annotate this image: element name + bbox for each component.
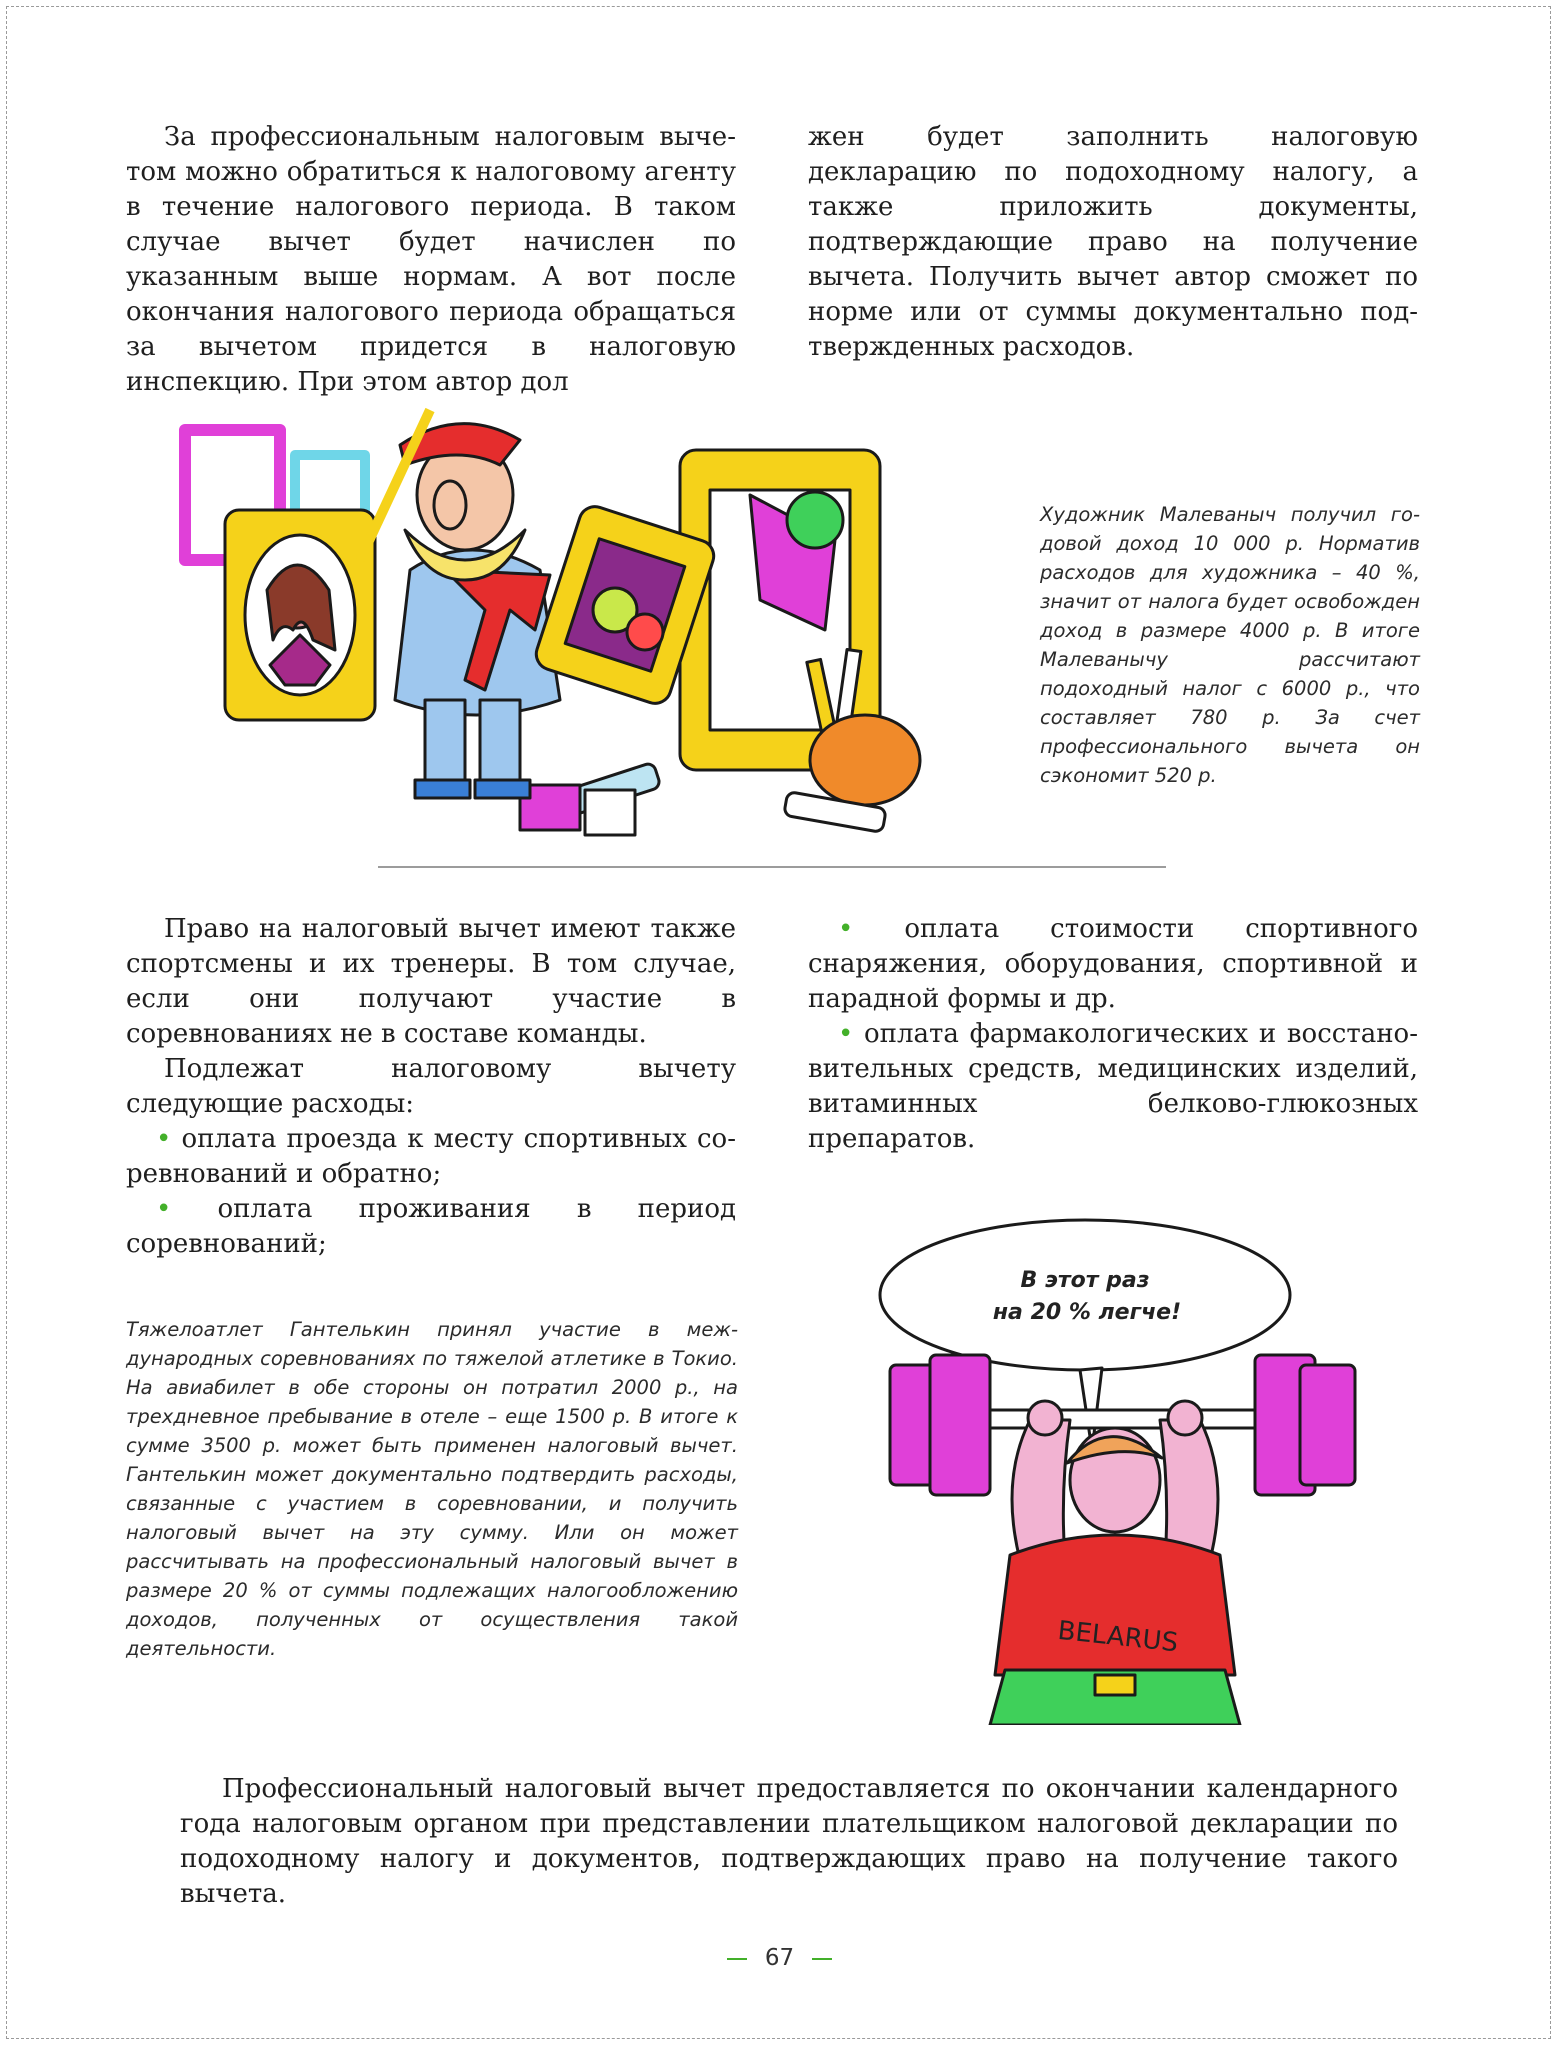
section-divider — [378, 866, 1166, 868]
top-paragraph-left: За профессиональным налоговым вычетом можно обратиться к налоговому агенту в течение налогового периода. В таком случае вычет будет начислен по указанным выше нормам. А вот после окончания налогового периода обращаться за вычетом придется в налоговую инспекцию. При этом автор дол — [126, 122, 736, 397]
artist-illustration — [175, 400, 955, 845]
page-number-footer — [0, 1945, 1559, 1971]
weightlifter-caption-text: Тяжелоатлет Гантелькин принял участие в международных соревнованиях по тяжелой атлетике в Токио. На авиабилет в обе стороны он потратил 2000 р., на трехдневное пребывание в отеле – еще 1500 р. В итоге к сумме 3500 р. может быть применен налоговый вычет. Гантелькин может документально подтвердить расходы, связанные с участием в соревновании, и получить налоговый вычет на эту сумму. Или он может рассчитывать на профессиональный налоговый вычет в размере 20 % от суммы подлежащих налогообложению доходов, полученных от осуществления такой деятельности. — [126, 1318, 738, 1660]
bullet-icon: • — [838, 914, 854, 944]
bullet-icon: • — [156, 1124, 172, 1154]
expense-item-text: оплата проживания в период соревнований; — [126, 1194, 737, 1259]
page-number: 67 — [764, 1945, 795, 1971]
expense-item — [126, 1122, 736, 1192]
weightlifter-illustration — [855, 1215, 1415, 1725]
bullet-icon: • — [156, 1194, 172, 1224]
weightlifter-caption — [126, 1315, 738, 1663]
speech-bubble-line-1: В этот раз — [1020, 1268, 1150, 1293]
expense-item-text: оплата проезда к месту спортивных соревнований и обратно; — [126, 1124, 737, 1189]
top-text-left-column — [126, 120, 736, 400]
expense-item-text: оплата стоимости спортивного снаряжения, оборудования, спортивной и парадной формы и др. — [808, 914, 1418, 1014]
top-text-right-column — [808, 120, 1418, 365]
closing-paragraph: Профессиональный налоговый вычет предоставляется по окончании календарного года налоговым органом при представлении плательщиком налоговой декларации по подоходному налогу и документов, подтверждающих право на получение такого вычета. — [180, 1774, 1398, 1909]
expense-item — [808, 912, 1418, 1017]
top-paragraph-right: жен будет заполнить налоговую декларацию по подоходному налогу, а также приложить документы, подтверждающие право на получение вычета. Получить вычет автор сможет по норме или от суммы документально подтвержденных расходов. — [808, 122, 1418, 362]
closing-text — [180, 1772, 1398, 1912]
shirt-text: BELARUS — [1056, 1615, 1180, 1659]
athletes-expenses-lead: Подлежат налоговому вычету следующие расходы: — [126, 1054, 736, 1119]
footer-dash-right — [812, 1958, 832, 1960]
expense-item-text: оплата фармакологических и восстановительных средств, медицинских изделий, витаминных белково-глюкозных препаратов. — [808, 1019, 1418, 1154]
bullet-icon: • — [838, 1019, 854, 1049]
artist-caption-text: Художник Малеваныч получил годовой доход 10 000 р. Норматив расходов для художника – 40 %, значит от налога будет освобожден доход в размере 4000 р. В итоге Малеванычу рассчитают подоходный налог с 6000 р., что составляет 780 р. За счет профессионального вычета он сэкономит 520 р. — [1040, 503, 1420, 787]
speech-bubble-line-2: на 20 % легче! — [992, 1300, 1182, 1325]
athletes-right-column — [808, 912, 1418, 1157]
artist-caption — [1040, 500, 1420, 790]
expense-item — [808, 1017, 1418, 1157]
speech-bubble — [880, 1220, 1290, 1370]
expense-item — [126, 1192, 736, 1262]
athletes-intro: Право на налоговый вычет имеют также спортсмены и их тренеры. В том случае, если они получают участие в соревнованиях не в составе команды. — [126, 914, 736, 1049]
footer-dash-left — [727, 1958, 747, 1960]
athletes-left-column — [126, 912, 736, 1262]
